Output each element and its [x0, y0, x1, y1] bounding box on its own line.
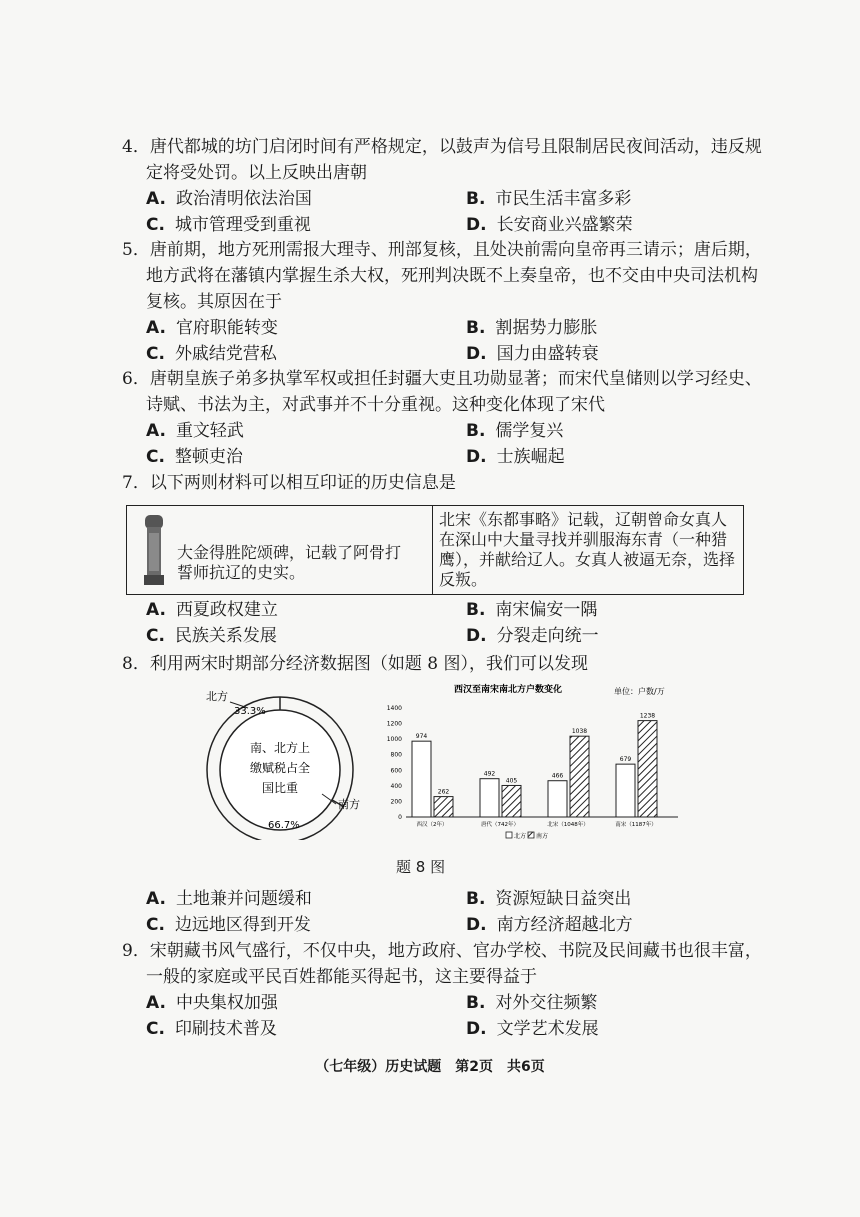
legend-label: 北方: [514, 833, 527, 840]
option-b[interactable]: B. 儒学复兴: [466, 421, 564, 441]
y-tick-label: 400: [390, 782, 402, 790]
question-5: [122, 237, 762, 367]
slice-value-label: 66.7%: [268, 820, 300, 831]
chart-title: 西汉至南宋南北方户数变化: [453, 685, 563, 695]
bar-value-label: 405: [505, 777, 518, 785]
bar-svg: [378, 682, 688, 844]
question-stem: 5．唐前期，地方死刑需报大理寺、刑部复核，且处决前需向皇帝再三请示；唐后期，地方武将在藩镇内掌握生杀大权，死刑判决既不上奏皇帝，也不交由中央司法机构复核。其原因在于: [122, 240, 762, 312]
option-c[interactable]: C. 城市管理受到重视: [146, 215, 311, 235]
donut-center-label: 南、北方上: [249, 741, 311, 755]
question-8: [122, 651, 762, 677]
chart-unit: 单位：户数/万: [614, 687, 665, 696]
question-stem: 6．唐朝皇族子弟多执掌军权或担任封疆大吏且功勋显著；而宋代皇储则以学习经史、诗赋、书法为主，对武事并不十分重视。这种变化体现了宋代: [122, 369, 762, 415]
legend-swatch-north: [506, 832, 512, 838]
question-stem: 7．以下两则材料可以相互印证的历史信息是: [122, 473, 456, 493]
option-d[interactable]: D. 国力由盛转衰: [466, 344, 599, 364]
y-tick-label: 1400: [386, 705, 402, 712]
donut-svg: [196, 690, 376, 840]
option-a[interactable]: A. 西夏政权建立: [146, 600, 278, 620]
x-tick-label: 北宋（1048年）: [547, 822, 589, 828]
bar-chart: [378, 682, 688, 844]
question-8-options: [122, 886, 762, 938]
donut-chart: [196, 690, 376, 840]
option-d[interactable]: D. 长安商业兴盛繁荣: [466, 215, 633, 235]
option-d[interactable]: D. 南方经济超越北方: [466, 915, 633, 935]
question-7: [122, 470, 762, 496]
option-a[interactable]: A. 中央集权加强: [146, 993, 278, 1013]
question-stem: 4．唐代都城的坊门启闭时间有严格规定，以鼓声为信号且限制居民夜间活动，违反规定将受处罚。以上反映出唐朝: [122, 137, 762, 183]
y-tick-label: 800: [390, 751, 402, 759]
bar-south: [570, 736, 589, 817]
x-tick-label: 南宋（1187年）: [615, 822, 657, 828]
legend-swatch-south: [528, 832, 534, 838]
slice-value-label: 33.3%: [234, 706, 266, 717]
question-7-options: [122, 597, 762, 649]
option-c[interactable]: C. 民族关系发展: [146, 626, 277, 646]
option-d[interactable]: D. 士族崛起: [466, 447, 565, 467]
option-d[interactable]: D. 文学艺术发展: [466, 1019, 599, 1039]
option-b[interactable]: B. 资源短缺日益突出: [466, 889, 632, 909]
option-b[interactable]: B. 割据势力膨胀: [466, 318, 598, 338]
material-table: [126, 505, 744, 595]
chart-legend: [506, 832, 548, 840]
bar-value-label: 679: [619, 756, 632, 764]
option-c[interactable]: C. 外戚结党营私: [146, 344, 277, 364]
option-a[interactable]: A. 政治清明依法治国: [146, 189, 312, 209]
x-tick-label: 唐代（742年）: [481, 822, 519, 828]
y-tick-label: 600: [390, 767, 402, 775]
bar-south: [434, 797, 453, 817]
option-b[interactable]: B. 市民生活丰富多彩: [466, 189, 632, 209]
donut-center-label: 缴赋税占全: [249, 761, 311, 775]
y-tick-label: 200: [390, 798, 402, 806]
option-a[interactable]: A. 土地兼并问题缓和: [146, 889, 312, 909]
stele-image: [141, 513, 167, 587]
option-c[interactable]: C. 印刷技术普及: [146, 1019, 277, 1039]
slice-name-label: 南方: [338, 798, 360, 811]
bar-north: [480, 779, 499, 817]
slice-name-label: 北方: [206, 690, 228, 703]
bar-value-label: 1038: [571, 728, 588, 736]
bar-value-label: 262: [437, 788, 450, 796]
question-6: [122, 366, 762, 470]
bar-south: [638, 721, 657, 817]
material-left: [127, 506, 433, 594]
bar-south: [502, 785, 521, 817]
question-9: [122, 938, 762, 1042]
material-left-text: 大金得胜陀颂碑，记载了阿骨打誓师抗辽的史实。: [177, 543, 402, 582]
bar-north: [616, 764, 635, 817]
question-stem: 9．宋朝藏书风气盛行，不仅中央，地方政府、官办学校、书院及民间藏书也很丰富，一般的家庭或平民百姓都能买得起书，这主要得益于: [122, 941, 762, 987]
bar-value-label: 1238: [639, 712, 656, 720]
option-b[interactable]: B. 对外交往频繁: [466, 993, 598, 1013]
option-c[interactable]: C. 整顿吏治: [146, 447, 243, 467]
donut-center-label: 国比重: [261, 781, 299, 795]
y-tick-label: 0: [398, 814, 402, 821]
figure-caption: 题 8 图: [396, 858, 446, 876]
bar-value-label: 466: [551, 772, 564, 780]
legend-label: 南方: [536, 833, 549, 840]
x-tick-label: 西汉（2年）: [416, 822, 448, 828]
option-b[interactable]: B. 南宋偏安一隅: [466, 600, 598, 620]
page-footer: （七年级）历史试题 第2页 共6页: [315, 1059, 545, 1075]
option-a[interactable]: A. 官府职能转变: [146, 318, 278, 338]
bar-value-label: 492: [483, 770, 496, 778]
bar-north: [412, 741, 431, 817]
option-c[interactable]: C. 边远地区得到开发: [146, 915, 311, 935]
option-d[interactable]: D. 分裂走向统一: [466, 626, 599, 646]
bar-north: [548, 781, 567, 817]
question-4: [122, 134, 762, 238]
material-right-text: 北宋《东都事略》记载，辽朝曾命女真人在深山中大量寻找并驯服海东青（一种猎鹰），并献给辽人。女真人被逼无奈，选择反叛。: [439, 510, 736, 589]
y-tick-label: 1000: [386, 736, 402, 744]
bar-value-label: 974: [415, 733, 428, 741]
y-tick-label: 1200: [386, 720, 402, 728]
option-a[interactable]: A. 重文轻武: [146, 421, 244, 441]
question-stem: 8．利用两宋时期部分经济数据图（如题 8 图），我们可以发现: [122, 654, 588, 674]
